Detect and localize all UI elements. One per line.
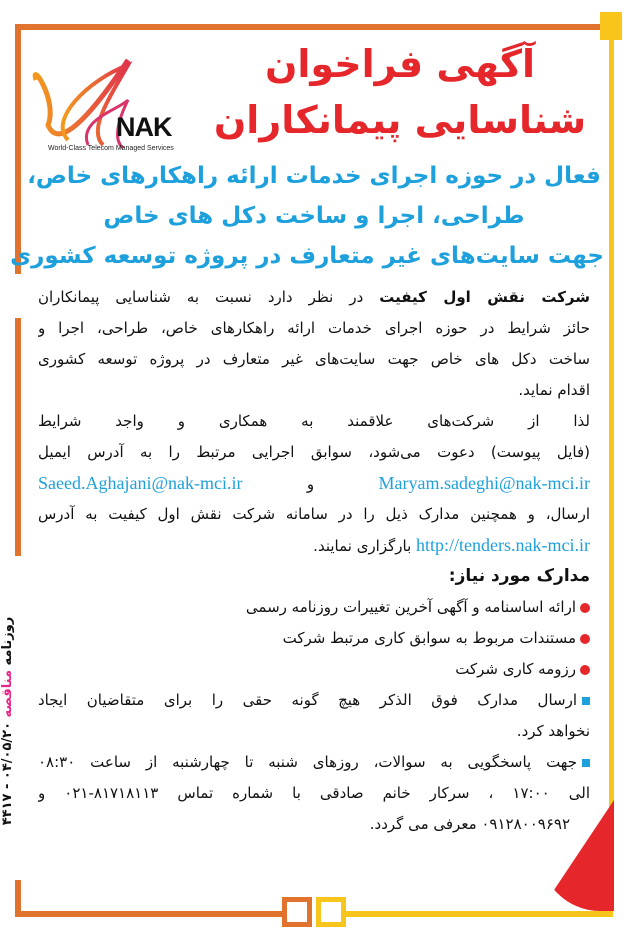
title-line: آگهی فراخوان — [264, 42, 536, 86]
tenders-url-link[interactable]: http://tenders.nak-mci.ir — [416, 535, 590, 555]
logo-text: NAK — [116, 112, 172, 142]
note-text: نخواهد کرد. — [516, 722, 590, 740]
body-text: و — [306, 475, 315, 493]
newspaper-name: مناقصه — [0, 670, 15, 718]
note-text: ارسال مدارک فوق الذکر هیچ گونه حقی را برای متقاضیان ایجاد — [38, 691, 577, 709]
note-text: ۰۹۱۲۸۰۰۹۶۹۲ معرفی می گردد. — [369, 815, 570, 833]
subtitle-line: طراحی، اجرا و ساخت دکل های خاص — [103, 203, 525, 229]
ad-title — [200, 36, 600, 148]
email-link-maryam[interactable]: Maryam.sadeghi@nak-mci.ir — [378, 473, 590, 493]
body-text: حائز شرایط در حوزه اجرای خدمات ارائه راهکارهای خاص، طراحی، اجرا و — [38, 319, 590, 337]
subtitle-line: جهت سایت‌های غیر متعارف در پروژه توسعه کشوری — [10, 243, 604, 269]
requirement-item — [38, 623, 590, 654]
requirements-heading: مدارک مورد نیاز: — [448, 566, 590, 586]
issue-date: ۰۴/۰۵/۲۰ - ۴۴۱۷ — [0, 721, 15, 826]
body-text: (فایل پیوست) دعوت می‌شود، سوابق اجرایی مرتبط را به آدرس ایمیل — [38, 443, 590, 461]
corner-decoration — [600, 12, 622, 40]
bullet-icon — [580, 665, 590, 675]
body-text: ارسال، و همچنین مدارک ذیل را در سامانه شرکت نقش اول کیفیت به آدرس — [38, 505, 590, 523]
square-decoration — [316, 897, 346, 927]
body-text: لذا از شرکت‌های علاقمند به همکاری و واجد شرایط — [38, 412, 590, 430]
requirement-text: رزومه کاری شرکت — [455, 660, 576, 678]
square-decoration — [282, 897, 312, 927]
company-name: شرکت نقش اول کیفیت — [379, 288, 590, 306]
newspaper-label: روزنامه — [0, 616, 15, 666]
nak-logo — [28, 40, 188, 160]
email-link-saeed[interactable]: Saeed.Aghajani@nak-mci.ir — [38, 473, 243, 493]
newspaper-issue-label — [0, 571, 17, 871]
square-bullet-icon — [582, 697, 590, 705]
requirement-item — [38, 592, 590, 623]
frame-bottom — [15, 911, 285, 917]
ad-subtitle — [10, 156, 604, 276]
requirement-text: مستندات مربوط به سوابق کاری مرتبط شرکت — [282, 629, 576, 647]
frame-right — [609, 30, 614, 890]
note-text: جهت پاسخگویی به سوالات، روزهای شنبه تا چهارشنبه از ساعت ۰۸:۳۰ — [38, 753, 577, 771]
frame-left — [15, 318, 21, 556]
requirement-text: ارائه اساسنامه و آگهی آخرین تغییرات روزنامه رسمی — [245, 598, 576, 616]
ad-body — [38, 282, 590, 840]
body-text: بارگزاری نمایند. — [313, 537, 412, 555]
frame-bottom — [345, 911, 613, 917]
note-text: الی ۱۷:۰۰ ، سرکار خانم صادقی با شماره تماس ۸۱۷۱۸۱۱۳-۰۲۱ و — [38, 784, 590, 802]
body-text: در نظر دارد نسبت به شناسایی پیمانکاران — [38, 288, 364, 306]
title-line: شناسایی پیمانکاران — [213, 98, 587, 142]
subtitle-line: فعال در حوزه اجرای خدمات ارائه راهکارهای خاص، — [27, 163, 601, 189]
body-text: اقدام نماید. — [518, 381, 590, 399]
body-text: ساخت دکل های خاص جهت سایت‌های غیر متعارف در پروژه توسعه کشوری — [38, 350, 590, 368]
requirement-item — [38, 654, 590, 685]
frame-top — [15, 24, 610, 30]
bullet-icon — [580, 634, 590, 644]
bullet-icon — [580, 603, 590, 613]
logo-tagline: World-Class Telecom Managed Services — [48, 145, 174, 152]
square-bullet-icon — [582, 759, 590, 767]
